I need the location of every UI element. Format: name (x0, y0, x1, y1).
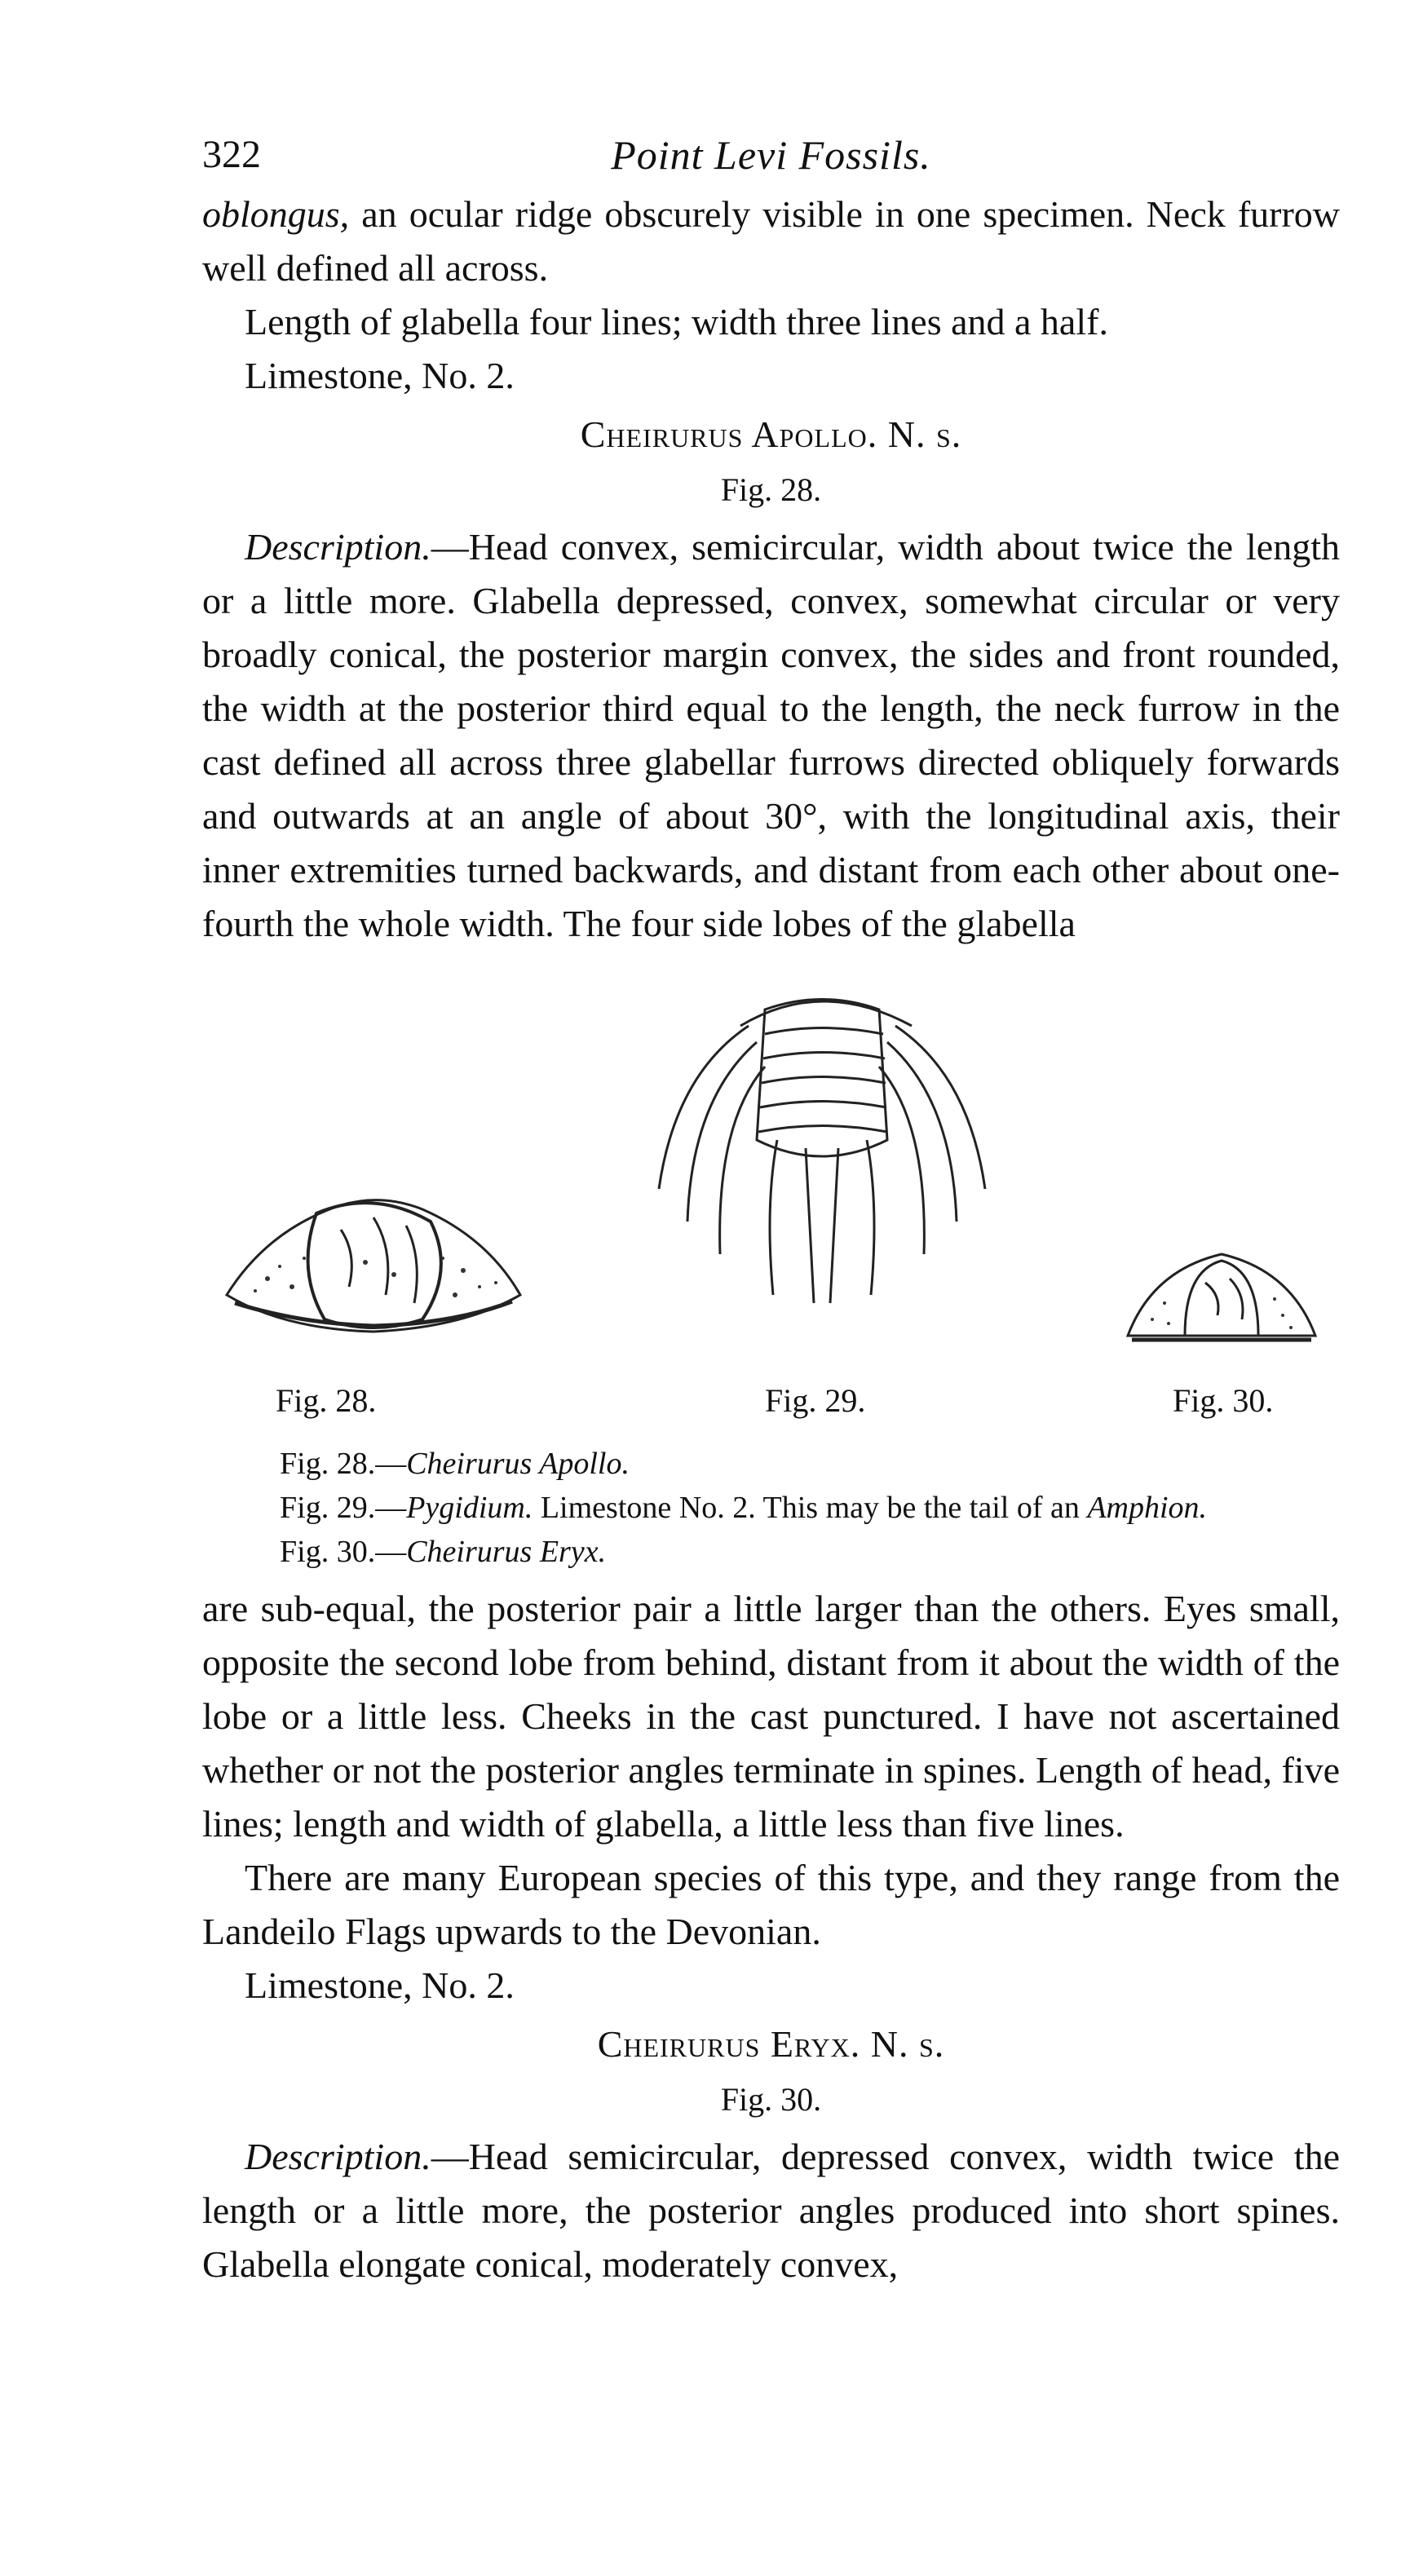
description-label: Description. (245, 526, 431, 568)
description-eryx-text: —Head semicircular, depressed convex, width twice the length or a little more, the posterior angles produced into short spines. Glabella elongate conical, moderately convex, (202, 2136, 1340, 2285)
species-name-oblongus: oblongus, (202, 193, 350, 235)
description-apollo (202, 520, 1340, 951)
paragraph-continuation-text: an ocular ridge obscurely visible in one specimen. Neck furrow well defined all across. (202, 193, 1340, 289)
figure-captions (202, 1442, 1340, 1574)
paragraph-length: Length of glabella four lines; width three lines and a half. (245, 301, 1108, 342)
description-apollo-continued: are sub-equal, the posterior pair a little larger than the others. Eyes small, opposite the second lobe from behind, distant from it about the width of the lobe or a little less. Cheeks in the cast punctured. I have not ascertained whether or not the posterior angles terminate in spines. Length of head, five lines; length and width of glabella, a little less than five lines. (202, 1588, 1340, 1845)
figure-reference-28: Fig. 28. (720, 471, 822, 508)
page-number: 322 (202, 133, 261, 176)
running-head (202, 122, 1340, 188)
description-eryx (202, 2130, 1340, 2291)
species-heading-eryx: Cheirurus Eryx. N. s. (597, 2023, 945, 2065)
paragraph-locality-2: Limestone, No. 2. (245, 1964, 515, 2006)
fig29-pygidium-illustration (643, 977, 1001, 1319)
fig29-label: Fig. 29. (765, 1382, 866, 1419)
caption-fig28: Fig. 28.—Cheirurus Apollo. (280, 1447, 630, 1481)
fig30-trilobite-head-illustration (1120, 1238, 1324, 1360)
figure-reference-30: Fig. 30. (720, 2081, 822, 2118)
species-heading-apollo: Cheirurus Apollo. N. s. (580, 413, 962, 455)
fig28-label: Fig. 28. (276, 1382, 377, 1419)
caption-fig30: Fig. 30.—Cheirurus Eryx. (280, 1535, 607, 1569)
page (202, 122, 1340, 2291)
fig30-label: Fig. 30. (1173, 1382, 1274, 1419)
paragraph-continuation (202, 188, 1340, 295)
figures-plate (202, 977, 1340, 1434)
description-label-2: Description. (245, 2136, 431, 2177)
paragraph-european-species: There are many European species of this type, and they range from the Landeilo Flags upwards to the Devonian. (202, 1857, 1340, 1952)
fig28-trilobite-head-illustration (219, 1181, 528, 1360)
description-apollo-text: —Head convex, semicircular, width about twice the length or a little more. Glabella depressed, convex, somewhat circular or very broadly conical, the posterior margin convex, the sides and front rounded, the width at the posterior third equal to the length, the neck furrow in the cast defined all across three glabellar furrows directed obliquely forwards and outwards at an angle of about 30°, with the longitudinal axis, their inner extremities turned backwards, and distant from each other about one-fourth the whole width. The four side lobes of the glabella (202, 526, 1340, 944)
caption-fig29: Fig. 29.—Pygidium. Limestone No. 2. This may be the tail of an Amphion. (280, 1491, 1208, 1525)
running-title: Point Levi Fossils. (611, 132, 931, 178)
paragraph-locality-1: Limestone, No. 2. (245, 355, 515, 396)
